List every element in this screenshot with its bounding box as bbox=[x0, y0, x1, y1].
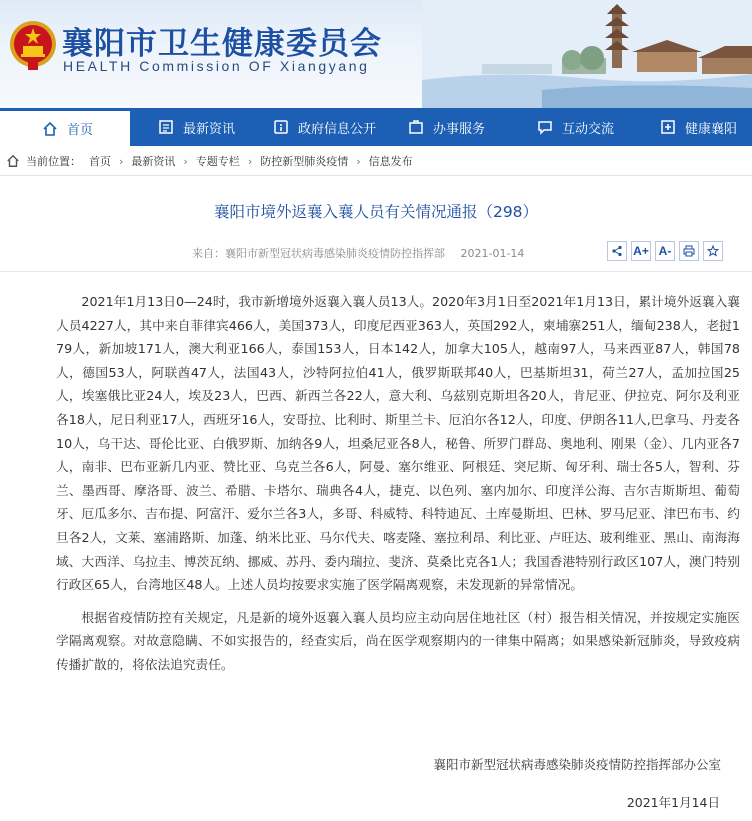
nav-item-interaction[interactable] bbox=[537, 108, 614, 146]
service-icon bbox=[408, 119, 424, 135]
article-signature-date: 2021年1月14日 bbox=[626, 795, 720, 810]
nav-item-service[interactable] bbox=[408, 108, 485, 146]
breadcrumb bbox=[6, 152, 413, 170]
share-icon bbox=[611, 245, 623, 257]
nav-label: 健康襄阳 bbox=[685, 121, 738, 137]
print-icon bbox=[683, 245, 695, 257]
main-nav bbox=[0, 108, 752, 146]
nav-label: 办事服务 bbox=[433, 121, 486, 137]
article-paragraph: 2021年1月13日0—24时，我市新增境外返襄入襄人员13人。2020年3月1日至2021年1月13日，累计境外返襄入襄人员4227人，其中来自菲律宾466人，美国373人，印度尼西亚363人，英国292人，柬埔寨251人，缅甸238人，老挝179人，新加坡171人，澳大利亚166人，泰国153人，日本142人，加拿大105人，越南97人，马来西亚87人，韩国78人，德国53人，阿联酋47人，法国43人，沙特阿拉伯41人，俄罗斯联邦40人，巴基斯坦31，荷兰27人，孟加拉国25人，埃塞俄比亚24人，埃及23人，巴西、新西兰各22人，意大利、乌兹别克斯坦各20人，肯尼亚、伊拉克、阿尔及利亚各18人，尼日利亚17人，西班牙16人，安哥拉、比利时、斯里兰卡、厄泊尔各12人，印度、伊朗各11人,巴拿马、丹麦各10人，乌干达、哥伦比亚、白俄罗斯、加纳各9人，坦桑尼亚各8人，秘鲁、所罗门群岛、奥地利、刚果（金）、几内亚各7人，南非、巴布亚新几内亚、赞比亚、乌克兰各6人，阿曼、塞尔维亚、阿根廷、突尼斯、匈牙利、瑞士各5人，智利、芬兰、墨西哥、摩洛哥、波兰、希腊、卡塔尔、瑞典各4人，捷克、以色列、塞内加尔、印度洋公海、吉尔吉斯斯坦、葡萄牙、厄瓜多尔、吉布提、阿富汗、爱尔兰各3人，多哥、科威特、科特迪瓦、土库曼斯坦、巴林、罗马尼亚、津巴布韦、约旦各2人，文莱、塞浦路斯、加蓬、纳米比亚、马尔代夫、喀麦隆、塞拉利昂、利比亚、卢旺达、玻利维亚、黑山、南海海域、大西洋、乌拉圭、博茨瓦纳、挪威、苏丹、委内瑞拉、斐济、莫桑比克各1人；我国香港特别行政区107人，澳门特别行政区65人，台湾地区48人。上述人员均按要求实施了医学隔离观察，未发现新的异常情况。 bbox=[56, 294, 740, 593]
home-icon bbox=[42, 121, 58, 137]
breadcrumb-item-home[interactable]: 首页 bbox=[89, 155, 111, 168]
national-emblem-icon bbox=[8, 18, 58, 72]
breadcrumb-prefix: 当前位置： bbox=[26, 155, 81, 168]
nav-label: 首页 bbox=[67, 123, 94, 138]
header-banner bbox=[0, 0, 752, 108]
article-tools bbox=[607, 241, 723, 261]
breadcrumb-separator: › bbox=[356, 154, 361, 168]
breadcrumb-item-news[interactable]: 最新资讯 bbox=[131, 155, 176, 168]
share-button[interactable] bbox=[607, 241, 627, 261]
site-title: 襄阳市卫生健康委员会 bbox=[62, 26, 382, 62]
info-open-icon bbox=[273, 119, 289, 135]
article-source: 来自：襄阳市新型冠状病毒感染肺炎疫情防控指挥部 bbox=[192, 247, 445, 260]
health-icon bbox=[660, 119, 676, 135]
city-scenery-image bbox=[422, 0, 752, 108]
news-icon bbox=[158, 119, 174, 135]
article-title: 襄阳市境外返襄入襄人员有关情况通报（298） bbox=[213, 203, 539, 221]
nav-item-home[interactable] bbox=[0, 108, 130, 146]
breadcrumb-item-epidemic[interactable]: 防控新型肺炎疫情 bbox=[260, 155, 349, 168]
nav-item-health[interactable] bbox=[660, 108, 737, 146]
article-signature: 襄阳市新型冠状病毒感染肺炎疫情防控指挥部办公室 bbox=[433, 757, 721, 772]
favorite-button[interactable] bbox=[703, 241, 723, 261]
article-meta bbox=[192, 245, 524, 261]
breadcrumb-item-release[interactable]: 信息发布 bbox=[368, 155, 413, 168]
article-paragraph: 根据省疫情防控有关规定，凡是新的境外返襄入襄人员均应主动向居住地社区（村）报告相关情况，并按规定实施医学隔离观察。对故意隐瞒、不如实报告的，经查实后，尚在医学观察期内的一律集中隔离；如果感染新冠肺炎，导致疫病传播扩散的，将依法追究责任。 bbox=[56, 609, 740, 672]
nav-label: 最新资讯 bbox=[183, 121, 236, 137]
nav-item-news[interactable] bbox=[158, 108, 235, 146]
star-icon bbox=[707, 245, 719, 257]
font-decrease-button[interactable]: A- bbox=[655, 241, 675, 261]
print-button[interactable] bbox=[679, 241, 699, 261]
font-increase-button[interactable]: A+ bbox=[631, 241, 651, 261]
article-date: 2021-01-14 bbox=[460, 247, 525, 260]
home-icon bbox=[6, 154, 20, 168]
breadcrumb-separator: › bbox=[247, 154, 253, 168]
breadcrumb-item-topics[interactable]: 专题专栏 bbox=[195, 155, 240, 168]
divider bbox=[0, 271, 752, 272]
breadcrumb-separator: › bbox=[119, 154, 124, 168]
divider bbox=[0, 175, 752, 176]
article-body bbox=[56, 290, 740, 677]
nav-item-gov-info[interactable] bbox=[273, 108, 376, 146]
site-subtitle: HEALTH Commission OF Xiangyang bbox=[63, 58, 370, 74]
nav-label: 政府信息公开 bbox=[298, 121, 377, 137]
breadcrumb-separator: › bbox=[183, 154, 188, 168]
chat-icon bbox=[537, 119, 553, 135]
nav-label: 互动交流 bbox=[562, 121, 615, 137]
